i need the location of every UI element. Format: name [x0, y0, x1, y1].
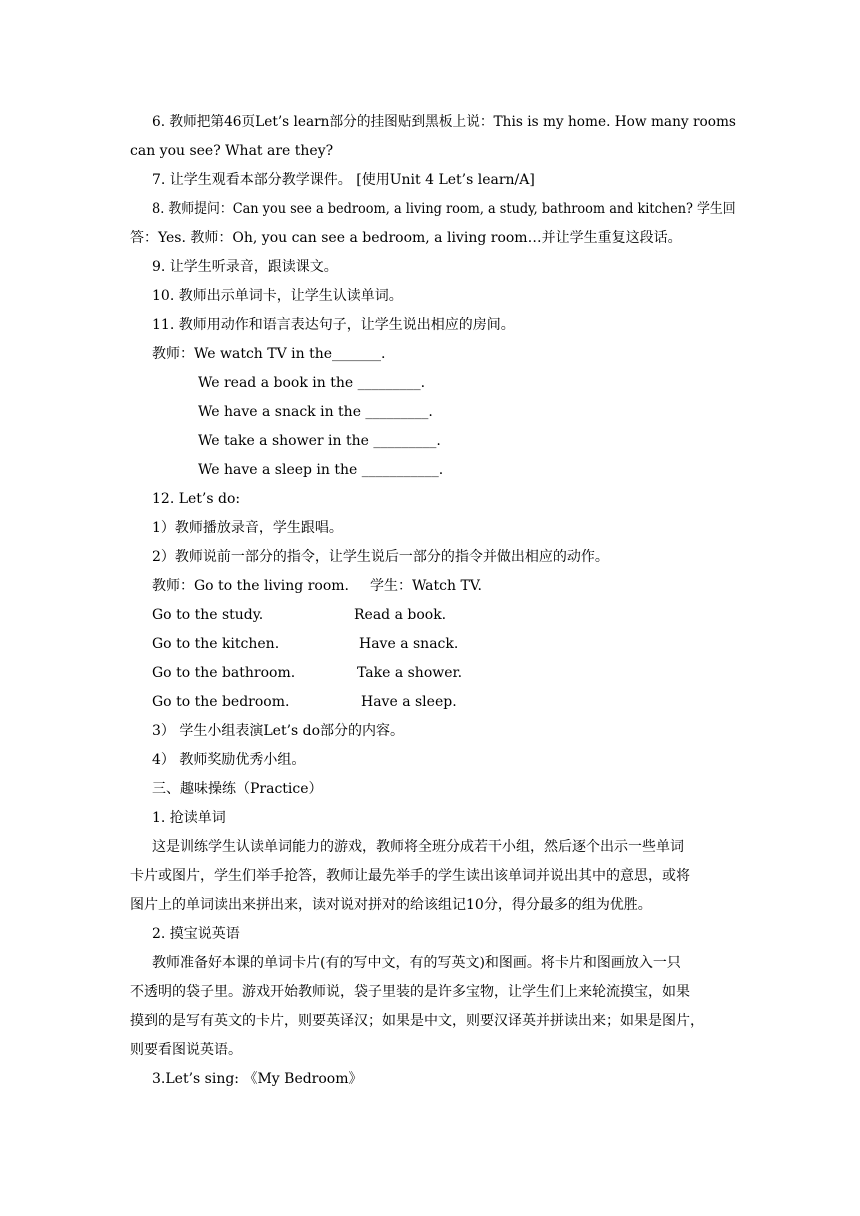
section-heading-practice: 三、趣味操练（Practice） [152, 781, 323, 797]
step-6-line-1: 6. 教师把第46页Let’s learn部分的挂图贴到黑板上说：This is my home. How many rooms [152, 114, 736, 130]
step-12: 12. Let’s do: [152, 491, 241, 507]
command-student: Take a shower. [357, 665, 463, 681]
command-teacher: Go to the kitchen. [152, 636, 280, 652]
step-8-line-2: 答：Yes. 教师：Oh, you can see a bedroom, a living room…并让学生重复这段话。 [130, 230, 682, 246]
command-teacher: Go to the study. [152, 607, 264, 623]
command-student: 学生：Watch TV. [370, 578, 482, 594]
step-12-sub-2: 2）教师说前一部分的指令，让学生说后一部分的指令并做出相应的动作。 [152, 549, 609, 565]
step-6-line-2: can you see? What are they? [130, 143, 334, 159]
step-12-sub-3: 3） 学生小组表演Let’s do部分的内容。 [152, 723, 405, 739]
practice-3-song: 3.Let’s sing: 《My Bedroom》 [152, 1071, 363, 1087]
practice-2-line-1: 教师准备好本课的单词卡片(有的写中文，有的写英文)和图画。将卡片和图画放入一只 [152, 955, 681, 971]
command-student: Read a book. [354, 607, 447, 623]
practice-2-line-3: 摸到的是写有英文的卡片，则要英译汉；如果是中文，则要汉译英并拼读出来；如果是图片， [130, 1013, 704, 1029]
command-student: Have a sleep. [361, 694, 457, 710]
step-11: 11. 教师用动作和语言表达句子，让学生说出相应的房间。 [152, 317, 515, 333]
practice-1-line-2: 卡片或图片，学生们举手抢答，教师让最先举手的学生读出该单词并说出其中的意思，或将 [130, 868, 690, 884]
command-teacher: Go to the bathroom. [152, 665, 296, 681]
step-12-sub-1: 1）教师播放录音，学生跟唱。 [152, 520, 343, 536]
command-teacher: Go to the bedroom. [152, 694, 290, 710]
command-row-2 [152, 605, 447, 625]
practice-1-line-3: 图片上的单词读出来拼出来，读对说对拼对的给该组记10分，得分最多的组为优胜。 [130, 897, 652, 913]
step-12-sub-4: 4） 教师奖励优秀小组。 [152, 752, 306, 768]
teacher-sentence-1: 教师：We watch TV in the_______. [152, 346, 386, 362]
practice-1-line-1: 这是训练学生认读单词能力的游戏，教师将全班分成若干小组，然后逐个出示一些单词 [152, 839, 684, 855]
teacher-sentence-4: We take a shower in the _________. [198, 433, 441, 449]
command-row-3 [152, 634, 459, 654]
step-7: 7. 让学生观看本部分教学课件。 [使用Unit 4 Let’s learn/A] [152, 172, 535, 188]
step-10: 10. 教师出示单词卡，让学生认读单词。 [152, 288, 403, 304]
step-8-line-1: 8. 教师提问：Can you see a bedroom, a living room, a study, bathroom and kitchen? 学生回 [152, 201, 736, 217]
command-row-4 [152, 663, 463, 683]
teacher-sentence-3: We have a snack in the _________. [198, 404, 433, 420]
command-row-5 [152, 692, 457, 712]
practice-2-line-2: 不透明的袋子里。游戏开始教师说，袋子里装的是许多宝物，让学生们上来轮流摸宝，如果 [130, 984, 690, 1000]
practice-1-title: 1. 抢读单词 [152, 810, 226, 826]
command-row-1 [152, 576, 482, 596]
teacher-sentence-2: We read a book in the _________. [198, 375, 426, 391]
command-student: Have a snack. [359, 636, 459, 652]
practice-2-title: 2. 摸宝说英语 [152, 926, 240, 942]
step-9: 9. 让学生听录音，跟读课文。 [152, 259, 338, 275]
teacher-sentence-5: We have a sleep in the ___________. [198, 462, 444, 478]
command-teacher: 教师：Go to the living room. [152, 578, 349, 594]
practice-2-line-4: 则要看图说英语。 [130, 1042, 242, 1058]
